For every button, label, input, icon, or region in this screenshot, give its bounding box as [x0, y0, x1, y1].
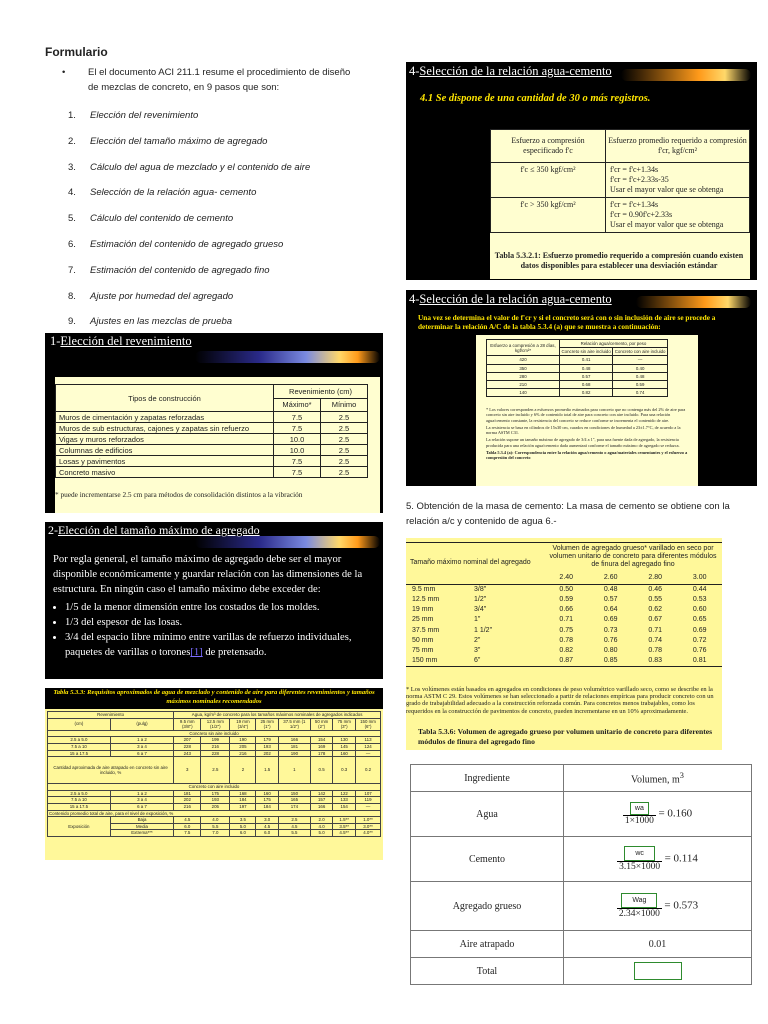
- step-item: 7. Estimación del contenido de agregado fino: [68, 264, 270, 276]
- water-table: Revenimiento Agua, kg/m³ de concreto para los tamaños máximos nominales de agregados indicados (cm) (pulg) 9.5 mm (3/8") 12.5 mm (1/2") 19 mm (3/4") 25 mm (1") 37.5 mm (1 1/2") 50 mm (2") 75 mm (3") 150 mm (6") Concreto sin aire incluido 2.5 a 5.0 1 a 2 207 199 190 179 166 154 130 113 7.5 a 10 3 a 4 228 216 205 193 181 169 145 124 15 a 17.5 6 a 7 243 228 216 202 190 178 160 — Cantidad aproximada de aire atrapado en concreto sin aire incluido, % 3 2.5 2 1.5 1 0.5 0.3 0.2 Concreto con aire incluido 2.5 a 5.0 1 a 2 181 175 168 160 150 142 122 107 7.5 a 10 3 a 4 202 193 184 175 165 157 133 119 15 a 17.5 6 a 7 216 205 197 184 174 166 154 — Contenido promedio total de aire, para el nivel de exposición, % Exposición Baja 4.5 4.0 3.5 3.0 2.5 2.0 1.5** 1.0** Media 6.0 5.5 5.0 4.5 4.5 4.0 3.5** 3.0** Extrema*** 7.5 7.0 6.0 6.0 5.5 5.0 4.5** 4.0**: [47, 711, 381, 837]
- table-caption: Tabla 5.3.6: Volumen de agregado grueso por volumen unitario de concreto para diferentes módulos de finura del agregado fino: [418, 727, 713, 746]
- col-header: 2.60: [588, 572, 632, 585]
- table-note: * Los volúmenes están basados en agregados en condiciones de peso volumétrico varillado seco, como se describe en la norma ASTM C 29. Estos volúmenes se han seleccionado a partir de relaciones empíricas para producir concreto con un grado de trabajabilidad adecuado a la construcción reforzada común. Para concretos menos trabajables, como los requeridos en la construcción de pavimentos de concreto, pueden incrementarse en un 10% aproximadamente.: [406, 686, 714, 715]
- col-header: Concreto con aire incluido: [614, 349, 666, 355]
- aggregate-mass-box[interactable]: Wag: [621, 893, 657, 908]
- slide-decor-bar: [621, 69, 751, 81]
- note-item: Tabla 5.3.4 (a): Correspondencia entre la relación agua/cemento o agua/materiales cementantes y el esfuerzo a compresión del concreto: [486, 450, 688, 461]
- col-header: Relación agua/cemento, por peso: [560, 340, 668, 348]
- bullet-item: • 1/5 de la menor dimensión entre los costados de los moldes.: [65, 600, 375, 615]
- revenimiento-table: [55, 384, 368, 478]
- slide-paragraph: Una vez se determina el valor de f'cr y si el concreto será con o sin inclusión de aire se procede a determinar la relación A/C de la tabla 5.3.4 (a) que se muestra a continuación:: [418, 313, 716, 331]
- table-note: * puede incrementarse 2.5 cm para métodos de consolidación distintos a la vibración: [55, 490, 303, 499]
- col-header: Revenimiento (cm): [274, 385, 368, 399]
- section-header: Concreto con aire incluido: [48, 784, 381, 791]
- total-cell: [564, 958, 752, 985]
- table-row: 15 a 17.5 6 a 7 243 228 216 202 190 178 160 —: [48, 750, 381, 757]
- volume-table: [410, 764, 752, 985]
- row-label: Agregado grueso: [411, 882, 564, 931]
- intro-text: El el documento ACI 211.1 resume el procedimiento de diseño de mezclas de concreto, en 9 pasos que son:: [88, 67, 351, 93]
- slide-decor-bar: [636, 296, 751, 308]
- table-cell: f'c > 350 kgf/cm²: [491, 198, 606, 233]
- page-title: Formulario: [45, 45, 108, 59]
- table-row: 19 mm 3/4" 0.66 0.64 0.62 0.60: [412, 606, 707, 614]
- step-item: 9. Ajustes en las mezclas de prueba: [68, 316, 233, 328]
- col-header: Tamaño máximo nominal del agregado: [406, 543, 544, 585]
- col-header: Ingrediente: [411, 765, 564, 792]
- note-item: La resistencia se basa en cilindros de 15x30 cm, curados en condiciones de humedad a 23±1.7°C, de acuerdo a la norma ASTM C31.: [486, 424, 681, 436]
- slide-bullets: [45, 600, 375, 660]
- coarse-aggregate-table: [406, 542, 722, 667]
- note-item: La relación supone un tamaño máximo de agregado de 3/4 a 1", para una fuente dada de agregado, la resistencia producida para una relación agua/cemento dada aumentará conforme el tamaño máximo de agregado se reduzca.: [486, 437, 680, 448]
- table-cell: f'cr = f'c+1.34s f'cr = 0.90f'c+2.33s Usar el mayor valor que se obtenga: [606, 198, 750, 233]
- bullet-icon: •: [62, 67, 66, 78]
- table-row: 75 mm 3" 0.82 0.80 0.78 0.76: [412, 647, 707, 655]
- row-label: Aire atrapado: [411, 931, 564, 958]
- step-item: 3. Cálculo del agua de mezclado y el contenido de aire: [68, 161, 311, 173]
- section-header: Concreto sin aire incluido: [48, 730, 381, 737]
- slide-subtitle: 4.1 Se dispone de una cantidad de 30 o más registros.: [420, 93, 651, 104]
- slide-title: 4-Selección de la relación agua-cemento: [409, 64, 612, 78]
- step-item: 2. Elección del tamaño máximo de agregado: [68, 135, 268, 147]
- col-header: 2.40: [544, 572, 588, 585]
- table-row: 350 0.48 0.40: [487, 364, 668, 372]
- step-item: 8. Ajuste por humedad del agregado: [68, 290, 234, 302]
- step-item: 5. Cálculo del contenido de cemento: [68, 213, 234, 225]
- col-header: 3.00: [677, 572, 722, 585]
- table-caption: Tabla 5.3.2.1: Esfuerzo promedio requerido a compresión cuando existen datos disponibles para establecer una desviación estándar: [494, 251, 744, 270]
- cemento-formula: $\frac{wc}{3.15\times 1000}$ = 0.114: [564, 837, 752, 882]
- row-label: Total: [411, 958, 564, 985]
- table-row: 7.5 a 10 3 a 4 202 193 184 175 165 157 133 119: [48, 797, 381, 804]
- step-item: 6. Estimación del contenido de agregado grueso: [68, 239, 284, 250]
- table-row: 12.5 mm 1/2" 0.59 0.57 0.55 0.53: [412, 596, 707, 604]
- slide-panel: [476, 335, 698, 486]
- table-536-panel: [406, 538, 722, 750]
- agua-formula: $\frac{wa}{1\times 1000}$ = 0.160: [564, 792, 752, 837]
- slide-paragraph: Por regla general, el tamaño máximo de agregado debe ser el mayor disponible económicamente y guardar relación con las dimensiones de la estructura. En ningún caso el tamaño máximo debe exceder de:: [53, 554, 363, 595]
- bullet-item: • 1/3 del espesor de las losas.: [65, 615, 375, 630]
- table-row: 37.5 mm 1 1/2" 0.75 0.73 0.71 0.69: [412, 626, 707, 634]
- slide-title: 1-Elección del revenimiento: [50, 334, 192, 348]
- col-header: Esfuerzo a compresión especificado f'c: [491, 130, 606, 163]
- table-row: 210 0.68 0.59: [487, 381, 668, 389]
- slide-title: 2-Elección del tamaño máximo de agregado: [48, 523, 260, 537]
- table-row: 2.5 a 5.0 1 a 2 207 199 190 179 166 154 130 113: [48, 737, 381, 744]
- step5-text: 5. Obtención de la masa de cemento: La masa de cemento se obtiene con la relación a/c y contenido de agua 6.-: [406, 501, 730, 527]
- col-header: Volumen de agregado grueso* varillado en seco por volumen unitario de concreto para diferentes módulos de finura del agregado fino: [544, 543, 722, 572]
- slide-panel: [490, 129, 750, 279]
- step-item: 1. Elección del revenimiento: [68, 110, 199, 121]
- table-title: Tabla 5.3.3: Requisitos aproximados de agua de mezclado y contenido de aire para diferentes revenimientos y tamaños máximos nominales recomendados: [45, 688, 383, 709]
- col-header: Mínimo: [321, 398, 368, 412]
- table-row: Extrema*** 7.5 7.0 6.0 6.0 5.5 5.0 4.5** 4.0**: [48, 830, 381, 837]
- slide-relacion-agua-cemento-1: [406, 62, 757, 280]
- col-header: 2.80: [633, 572, 677, 585]
- col-header: Esfuerzo promedio requerido a compresión f'cr, kgf/cm²: [606, 130, 750, 163]
- col-header: Revenimiento: [48, 712, 174, 719]
- table-row: Exposición Baja 4.5 4.0 3.5 3.0 2.5 2.0 1.5** 1.0**: [48, 817, 381, 824]
- table-row: Concreto masivo 7.5 2.5: [56, 467, 368, 478]
- reference-link[interactable]: [1]: [190, 647, 203, 658]
- table-row: 50 mm 2" 0.78 0.76 0.74 0.72: [412, 636, 707, 644]
- table-row: 7.5 a 10 3 a 4 228 216 205 193 181 169 145 124: [48, 743, 381, 750]
- table-row: 140 0.82 0.74: [487, 389, 668, 397]
- table-row: Muros de cimentación y zapatas reforzadas 7.5 2.5: [56, 412, 368, 423]
- col-header: Concreto sin aire incluido: [561, 349, 611, 355]
- slide-title: 4-Selección de la relación agua-cemento: [409, 292, 612, 306]
- table-row: 280 0.57 0.48: [487, 372, 668, 380]
- slide-panel: [55, 377, 380, 513]
- table-533-panel: [45, 688, 383, 860]
- bullet-item: • 3/4 del espacio libre mínimo entre varillas de refuerzo individuales, paquetes de varillas o torones[1] de pretensado.: [65, 630, 375, 660]
- table-row: Media 6.0 5.5 5.0 4.5 4.5 4.0 3.5** 3.0**: [48, 823, 381, 830]
- table-cell: f'cr = f'c+1.34s f'cr = f'c+2.33s-35 Usar el mayor valor que se obtenga: [606, 163, 750, 198]
- table-row: 150 mm 6" 0.87 0.85 0.83 0.81: [406, 656, 722, 667]
- slide-tamano-maximo: [45, 522, 383, 679]
- slide-decor-bar: [195, 351, 380, 363]
- intro-paragraph: [62, 65, 362, 95]
- table-row: 9.5 mm 3/8" 0.50 0.48 0.46 0.44: [412, 585, 707, 593]
- fcr-table: [490, 129, 750, 233]
- table-notes: [486, 407, 691, 463]
- col-header: Volumen, $m^3$: [564, 765, 752, 792]
- table-row: Muros de sub estructuras, cajones y zapatas sin refuerzo 7.5 2.5: [56, 423, 368, 434]
- step-item: 4. Selección de la relación agua- cemento: [68, 187, 257, 199]
- water-mass-box[interactable]: wa: [630, 802, 649, 815]
- col-header: Agua, kg/m³ de concreto para los tamaños máximos nominales de agregados indicados: [174, 712, 381, 719]
- col-header: Esfuerzo a compresión a 28 días, kgf/cm²*: [487, 340, 560, 356]
- col-header: Tipos de construcción: [56, 385, 274, 412]
- ac-table: [486, 339, 668, 397]
- table-row: Vigas y muros reforzados 10.0 2.5: [56, 434, 368, 445]
- table-row: Losas y pavimentos 7.5 2.5: [56, 456, 368, 467]
- table-row: 15 a 17.5 6 a 7 216 205 197 184 174 166 154 —: [48, 803, 381, 810]
- note-item: * Los valores corresponden a esfuerzos promedio estimados para concreto que no contenga más del 2% de aire para concreto sin aire incluido y 6% de contenido total de aire para concreto con aire incluido. Para una relación agua/cemento constante, la resistencia del concreto se reduce conforme se incrementa el contenido de aire.: [486, 407, 686, 423]
- aire-value: 0.01: [564, 931, 752, 958]
- table-cell: f'c ≤ 350 kgf/cm²: [491, 163, 606, 198]
- row-label: Agua: [411, 792, 564, 837]
- cement-mass-box[interactable]: wc: [624, 846, 655, 861]
- table-row: Columnas de edificios 10.0 2.5: [56, 445, 368, 456]
- col-header: Máximo*: [274, 398, 321, 412]
- slide-relacion-agua-cemento-2: [406, 290, 757, 486]
- total-input-box[interactable]: [634, 962, 682, 980]
- grueso-formula: $\frac{\text{Wag}}{2.34\times 1000}$ = 0.573: [564, 882, 752, 931]
- slide-revenimiento: [45, 333, 383, 513]
- table-row: 420 0.41 —: [487, 356, 668, 364]
- table-row: 25 mm 1" 0.71 0.69 0.67 0.65: [412, 616, 707, 624]
- table-row: 2.5 a 5.0 1 a 2 181 175 168 160 150 142 122 107: [48, 790, 381, 797]
- row-label: Cemento: [411, 837, 564, 882]
